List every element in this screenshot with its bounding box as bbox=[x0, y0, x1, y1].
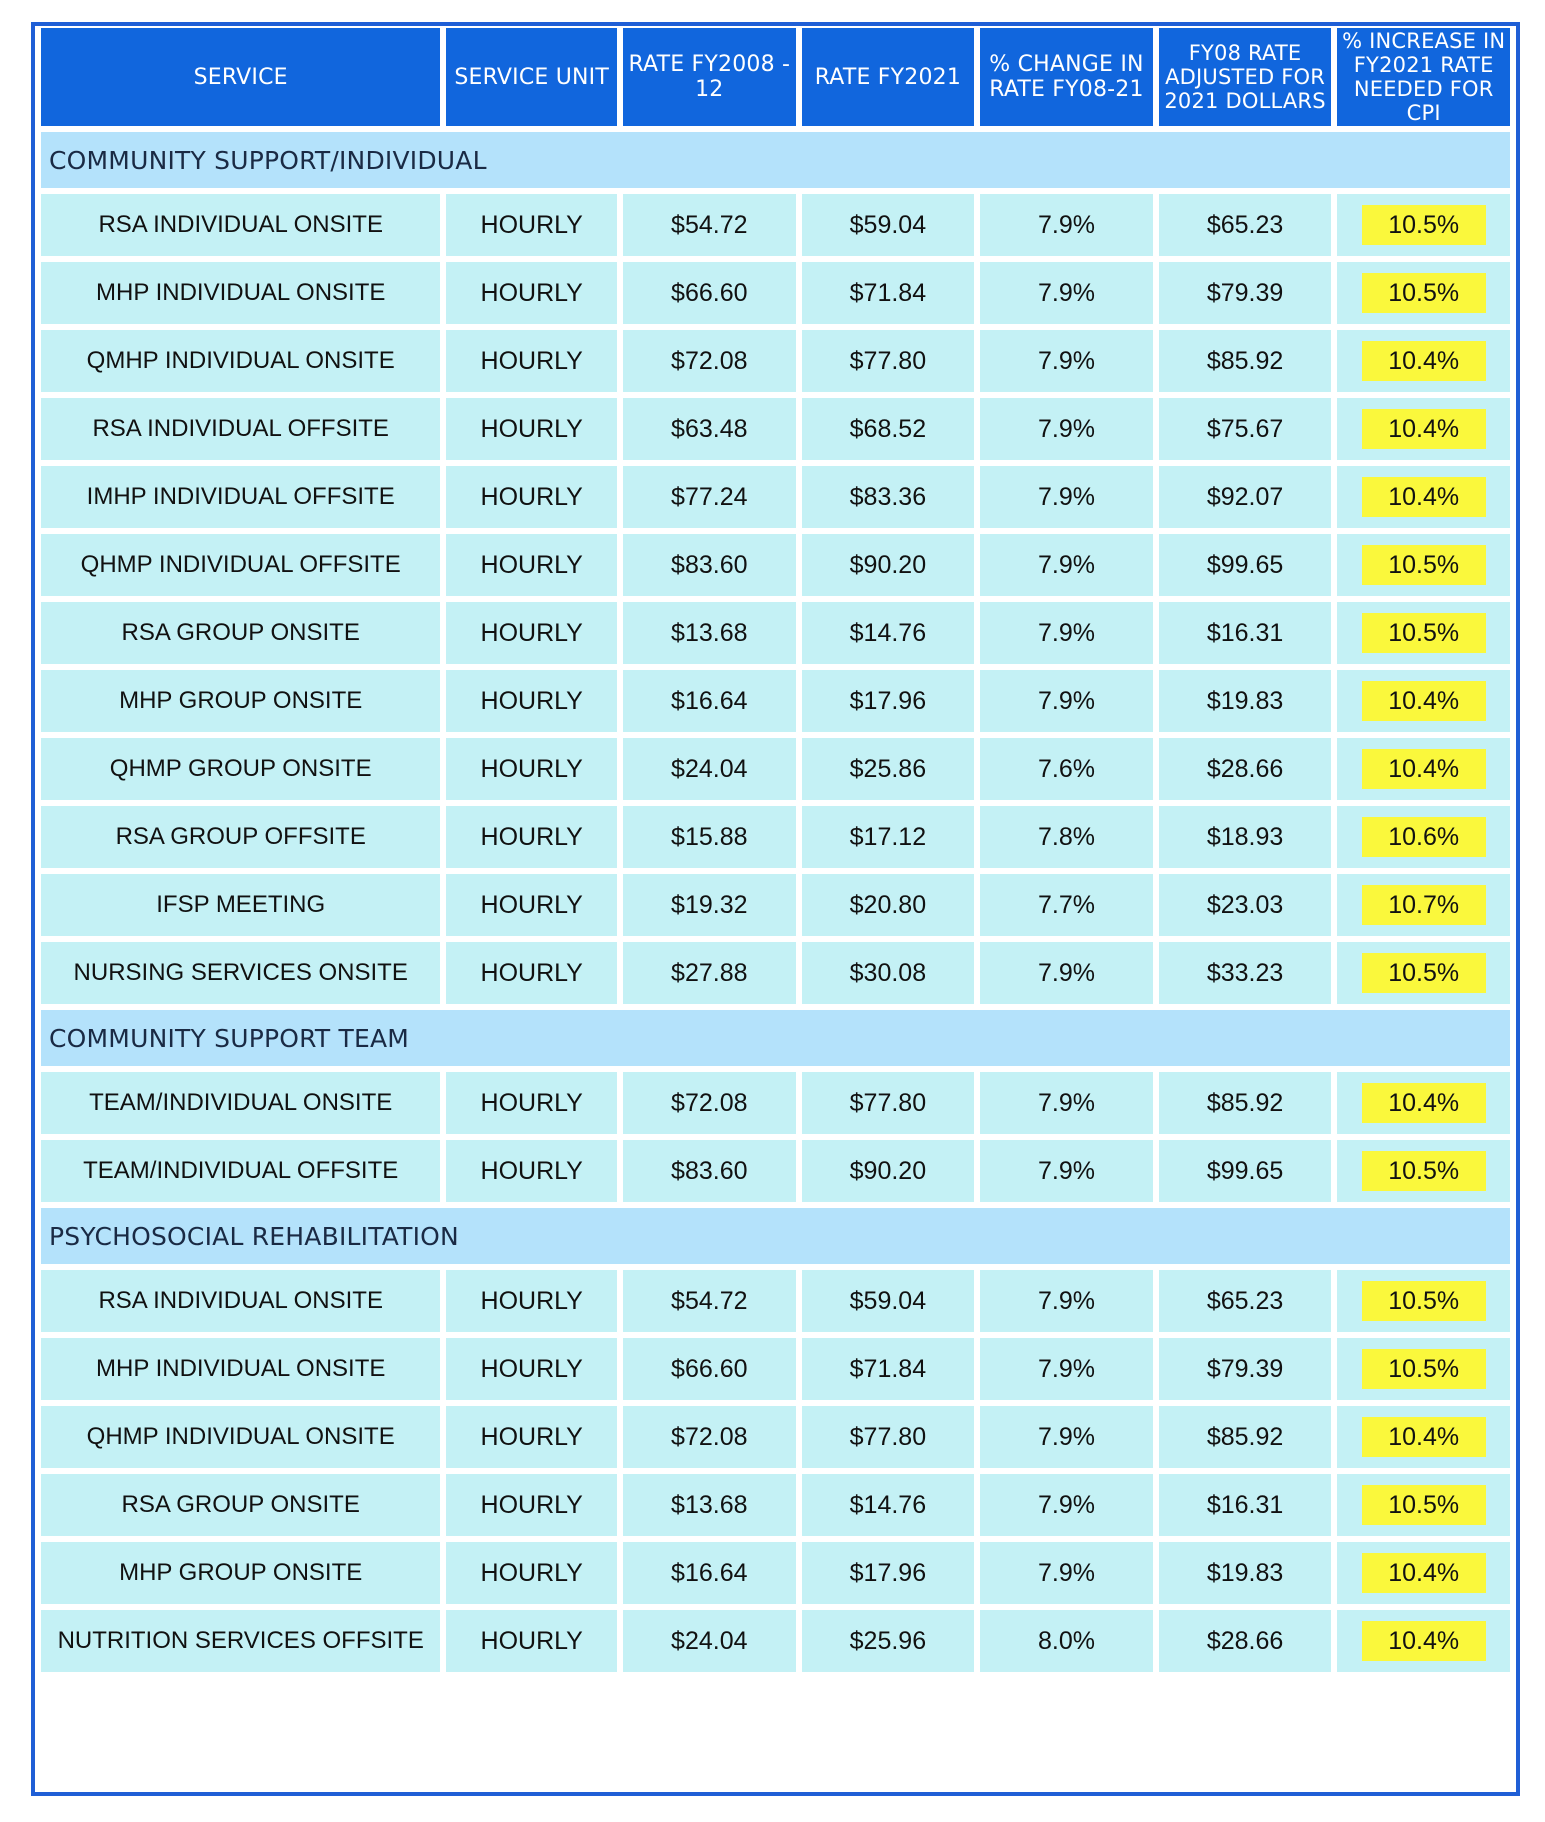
header-service: SERVICE bbox=[41, 28, 440, 126]
pct-increase-cell bbox=[1337, 738, 1510, 800]
service-unit-cell: HOURLY bbox=[446, 942, 617, 1004]
highlighted-pct-increase: 10.5% bbox=[1362, 953, 1486, 993]
service-unit-cell: HOURLY bbox=[446, 1542, 617, 1604]
rate-fy2021-cell: $17.12 bbox=[802, 806, 975, 868]
section-title: COMMUNITY SUPPORT TEAM bbox=[41, 1010, 1510, 1066]
pct-increase-cell bbox=[1337, 534, 1510, 596]
highlighted-pct-increase: 10.4% bbox=[1362, 681, 1486, 721]
service-unit-cell: HOURLY bbox=[446, 262, 617, 324]
service-unit-cell: HOURLY bbox=[446, 1270, 617, 1332]
pct-increase-cell bbox=[1337, 466, 1510, 528]
pct-change-cell: 7.9% bbox=[980, 1270, 1153, 1332]
highlighted-pct-increase: 10.5% bbox=[1362, 1281, 1486, 1321]
pct-change-cell: 7.9% bbox=[980, 942, 1153, 1004]
highlighted-pct-increase: 10.4% bbox=[1362, 409, 1486, 449]
service-unit-cell: HOURLY bbox=[446, 1474, 617, 1536]
rate-fy2021-cell: $77.80 bbox=[802, 1406, 975, 1468]
pct-increase-cell bbox=[1337, 1406, 1510, 1468]
adjusted-rate-cell: $19.83 bbox=[1159, 670, 1332, 732]
pct-change-cell: 7.6% bbox=[980, 738, 1153, 800]
rate-fy2008-cell: $16.64 bbox=[623, 670, 796, 732]
rate-fy2008-cell: $13.68 bbox=[623, 1474, 796, 1536]
highlighted-pct-increase: 10.4% bbox=[1362, 341, 1486, 381]
pct-increase-cell bbox=[1337, 1140, 1510, 1202]
adjusted-rate-cell: $79.39 bbox=[1159, 1338, 1332, 1400]
pct-increase-cell bbox=[1337, 874, 1510, 936]
rate-fy2008-cell: $19.32 bbox=[623, 874, 796, 936]
adjusted-rate-cell: $79.39 bbox=[1159, 262, 1332, 324]
table-row bbox=[41, 1338, 1510, 1400]
pct-change-cell: 7.9% bbox=[980, 194, 1153, 256]
service-unit-cell: HOURLY bbox=[446, 1610, 617, 1672]
section-header-row bbox=[41, 1208, 1510, 1264]
table-row bbox=[41, 330, 1510, 392]
rate-fy2021-cell: $71.84 bbox=[802, 262, 975, 324]
highlighted-pct-increase: 10.4% bbox=[1362, 477, 1486, 517]
adjusted-rate-cell: $33.23 bbox=[1159, 942, 1332, 1004]
service-unit-cell: HOURLY bbox=[446, 194, 617, 256]
pct-change-cell: 7.9% bbox=[980, 1338, 1153, 1400]
rate-fy2008-cell: $27.88 bbox=[623, 942, 796, 1004]
service-unit-cell: HOURLY bbox=[446, 1140, 617, 1202]
highlighted-pct-increase: 10.6% bbox=[1362, 817, 1486, 857]
highlighted-pct-increase: 10.5% bbox=[1362, 205, 1486, 245]
pct-increase-cell bbox=[1337, 330, 1510, 392]
pct-increase-cell bbox=[1337, 1270, 1510, 1332]
pct-change-cell: 7.9% bbox=[980, 602, 1153, 664]
rate-fy2021-cell: $17.96 bbox=[802, 670, 975, 732]
adjusted-rate-cell: $19.83 bbox=[1159, 1542, 1332, 1604]
pct-change-cell: 7.9% bbox=[980, 1072, 1153, 1134]
pct-increase-cell bbox=[1337, 1610, 1510, 1672]
pct-change-cell: 7.9% bbox=[980, 1474, 1153, 1536]
service-unit-cell: HOURLY bbox=[446, 330, 617, 392]
service-cell: QMHP INDIVIDUAL ONSITE bbox=[41, 330, 440, 392]
highlighted-pct-increase: 10.4% bbox=[1362, 1621, 1486, 1661]
rate-fy2021-cell: $14.76 bbox=[802, 1474, 975, 1536]
service-unit-cell: HOURLY bbox=[446, 398, 617, 460]
pct-increase-cell bbox=[1337, 1542, 1510, 1604]
table-row bbox=[41, 194, 1510, 256]
pct-increase-cell bbox=[1337, 942, 1510, 1004]
table-row bbox=[41, 1270, 1510, 1332]
adjusted-rate-cell: $85.92 bbox=[1159, 1072, 1332, 1134]
table-row bbox=[41, 534, 1510, 596]
adjusted-rate-cell: $28.66 bbox=[1159, 738, 1332, 800]
service-cell: RSA INDIVIDUAL ONSITE bbox=[41, 1270, 440, 1332]
pct-change-cell: 7.9% bbox=[980, 1406, 1153, 1468]
header-fy08-adjusted: FY08 RATE ADJUSTED FOR 2021 DOLLARS bbox=[1159, 28, 1332, 126]
service-cell: RSA INDIVIDUAL OFFSITE bbox=[41, 398, 440, 460]
service-cell: IFSP MEETING bbox=[41, 874, 440, 936]
pct-increase-cell bbox=[1337, 398, 1510, 460]
pct-increase-cell bbox=[1337, 1072, 1510, 1134]
table-row bbox=[41, 942, 1510, 1004]
rate-fy2021-cell: $68.52 bbox=[802, 398, 975, 460]
rate-fy2008-cell: $54.72 bbox=[623, 194, 796, 256]
header-row bbox=[41, 28, 1510, 126]
pct-change-cell: 7.8% bbox=[980, 806, 1153, 868]
rate-fy2021-cell: $59.04 bbox=[802, 1270, 975, 1332]
service-cell: QHMP INDIVIDUAL OFFSITE bbox=[41, 534, 440, 596]
rate-fy2008-cell: $83.60 bbox=[623, 1140, 796, 1202]
service-unit-cell: HOURLY bbox=[446, 1338, 617, 1400]
highlighted-pct-increase: 10.5% bbox=[1362, 1151, 1486, 1191]
table-row bbox=[41, 1474, 1510, 1536]
highlighted-pct-increase: 10.5% bbox=[1362, 545, 1486, 585]
pct-increase-cell bbox=[1337, 1338, 1510, 1400]
rate-fy2021-cell: $17.96 bbox=[802, 1542, 975, 1604]
pct-change-cell: 7.9% bbox=[980, 262, 1153, 324]
rate-fy2021-cell: $77.80 bbox=[802, 330, 975, 392]
section-title: PSYCHOSOCIAL REHABILITATION bbox=[41, 1208, 1510, 1264]
pct-increase-cell bbox=[1337, 1474, 1510, 1536]
header-pct-increase-needed: % INCREASE IN FY2021 RATE NEEDED FOR CPI bbox=[1337, 28, 1510, 126]
service-unit-cell: HOURLY bbox=[446, 874, 617, 936]
rate-fy2008-cell: $66.60 bbox=[623, 1338, 796, 1400]
rate-fy2021-cell: $59.04 bbox=[802, 194, 975, 256]
table-row bbox=[41, 1406, 1510, 1468]
table-row bbox=[41, 1610, 1510, 1672]
table-row bbox=[41, 1072, 1510, 1134]
adjusted-rate-cell: $16.31 bbox=[1159, 1474, 1332, 1536]
adjusted-rate-cell: $28.66 bbox=[1159, 1610, 1332, 1672]
rate-fy2021-cell: $14.76 bbox=[802, 602, 975, 664]
rate-fy2021-cell: $90.20 bbox=[802, 534, 975, 596]
rate-fy2021-cell: $25.96 bbox=[802, 1610, 975, 1672]
header-rate-fy2008-12: RATE FY2008 - 12 bbox=[623, 28, 796, 126]
rate-fy2021-cell: $71.84 bbox=[802, 1338, 975, 1400]
rate-table bbox=[35, 22, 1516, 1678]
header-pct-change: % CHANGE IN RATE FY08-21 bbox=[980, 28, 1153, 126]
rate-fy2021-cell: $30.08 bbox=[802, 942, 975, 1004]
rate-fy2008-cell: $66.60 bbox=[623, 262, 796, 324]
pct-change-cell: 7.9% bbox=[980, 398, 1153, 460]
highlighted-pct-increase: 10.5% bbox=[1362, 1349, 1486, 1389]
pct-change-cell: 7.9% bbox=[980, 1140, 1153, 1202]
highlighted-pct-increase: 10.5% bbox=[1362, 1485, 1486, 1525]
service-cell: RSA GROUP ONSITE bbox=[41, 602, 440, 664]
pct-change-cell: 7.7% bbox=[980, 874, 1153, 936]
adjusted-rate-cell: $16.31 bbox=[1159, 602, 1332, 664]
adjusted-rate-cell: $99.65 bbox=[1159, 534, 1332, 596]
table-row bbox=[41, 398, 1510, 460]
pct-change-cell: 7.9% bbox=[980, 1542, 1153, 1604]
rate-fy2008-cell: $72.08 bbox=[623, 330, 796, 392]
rate-fy2008-cell: $72.08 bbox=[623, 1072, 796, 1134]
service-cell: MHP INDIVIDUAL ONSITE bbox=[41, 1338, 440, 1400]
service-cell: MHP GROUP ONSITE bbox=[41, 1542, 440, 1604]
rate-fy2008-cell: $63.48 bbox=[623, 398, 796, 460]
service-cell: NURSING SERVICES ONSITE bbox=[41, 942, 440, 1004]
pct-change-cell: 8.0% bbox=[980, 1610, 1153, 1672]
adjusted-rate-cell: $85.92 bbox=[1159, 1406, 1332, 1468]
service-unit-cell: HOURLY bbox=[446, 466, 617, 528]
pct-increase-cell bbox=[1337, 670, 1510, 732]
service-unit-cell: HOURLY bbox=[446, 806, 617, 868]
table-row bbox=[41, 466, 1510, 528]
adjusted-rate-cell: $65.23 bbox=[1159, 194, 1332, 256]
highlighted-pct-increase: 10.4% bbox=[1362, 1553, 1486, 1593]
rate-fy2008-cell: $72.08 bbox=[623, 1406, 796, 1468]
highlighted-pct-increase: 10.5% bbox=[1362, 613, 1486, 653]
table-body bbox=[41, 132, 1510, 1672]
pct-increase-cell bbox=[1337, 602, 1510, 664]
header-service-unit: SERVICE UNIT bbox=[446, 28, 617, 126]
service-cell: RSA GROUP ONSITE bbox=[41, 1474, 440, 1536]
adjusted-rate-cell: $18.93 bbox=[1159, 806, 1332, 868]
table-row bbox=[41, 262, 1510, 324]
pct-change-cell: 7.9% bbox=[980, 670, 1153, 732]
service-cell: RSA INDIVIDUAL ONSITE bbox=[41, 194, 440, 256]
pct-change-cell: 7.9% bbox=[980, 534, 1153, 596]
service-cell: TEAM/INDIVIDUAL OFFSITE bbox=[41, 1140, 440, 1202]
section-title: COMMUNITY SUPPORT/INDIVIDUAL bbox=[41, 132, 1510, 188]
service-unit-cell: HOURLY bbox=[446, 670, 617, 732]
rate-fy2008-cell: $16.64 bbox=[623, 1542, 796, 1604]
table-row bbox=[41, 1542, 1510, 1604]
rate-fy2021-cell: $83.36 bbox=[802, 466, 975, 528]
adjusted-rate-cell: $65.23 bbox=[1159, 1270, 1332, 1332]
rate-fy2008-cell: $24.04 bbox=[623, 738, 796, 800]
service-unit-cell: HOURLY bbox=[446, 1406, 617, 1468]
rate-fy2021-cell: $90.20 bbox=[802, 1140, 975, 1202]
pct-change-cell: 7.9% bbox=[980, 466, 1153, 528]
highlighted-pct-increase: 10.4% bbox=[1362, 1417, 1486, 1457]
service-cell: NUTRITION SERVICES OFFSITE bbox=[41, 1610, 440, 1672]
service-unit-cell: HOURLY bbox=[446, 738, 617, 800]
pct-change-cell: 7.9% bbox=[980, 330, 1153, 392]
highlighted-pct-increase: 10.4% bbox=[1362, 749, 1486, 789]
service-cell: QHMP GROUP ONSITE bbox=[41, 738, 440, 800]
section-header-row bbox=[41, 132, 1510, 188]
rate-fy2008-cell: $24.04 bbox=[623, 1610, 796, 1672]
service-unit-cell: HOURLY bbox=[446, 1072, 617, 1134]
service-cell: IMHP INDIVIDUAL OFFSITE bbox=[41, 466, 440, 528]
service-cell: MHP INDIVIDUAL ONSITE bbox=[41, 262, 440, 324]
service-cell: QHMP INDIVIDUAL ONSITE bbox=[41, 1406, 440, 1468]
highlighted-pct-increase: 10.5% bbox=[1362, 273, 1486, 313]
rate-fy2021-cell: $77.80 bbox=[802, 1072, 975, 1134]
rate-fy2021-cell: $20.80 bbox=[802, 874, 975, 936]
adjusted-rate-cell: $85.92 bbox=[1159, 330, 1332, 392]
service-cell: RSA GROUP OFFSITE bbox=[41, 806, 440, 868]
service-unit-cell: HOURLY bbox=[446, 534, 617, 596]
rate-fy2008-cell: $83.60 bbox=[623, 534, 796, 596]
service-cell: TEAM/INDIVIDUAL ONSITE bbox=[41, 1072, 440, 1134]
rate-fy2008-cell: $54.72 bbox=[623, 1270, 796, 1332]
table-row bbox=[41, 1140, 1510, 1202]
table-row bbox=[41, 738, 1510, 800]
pct-increase-cell bbox=[1337, 194, 1510, 256]
highlighted-pct-increase: 10.7% bbox=[1362, 885, 1486, 925]
pct-increase-cell bbox=[1337, 262, 1510, 324]
table-row bbox=[41, 670, 1510, 732]
adjusted-rate-cell: $23.03 bbox=[1159, 874, 1332, 936]
rate-fy2008-cell: $15.88 bbox=[623, 806, 796, 868]
adjusted-rate-cell: $75.67 bbox=[1159, 398, 1332, 460]
table-row bbox=[41, 874, 1510, 936]
table-row bbox=[41, 602, 1510, 664]
pct-increase-cell bbox=[1337, 806, 1510, 868]
rate-fy2008-cell: $13.68 bbox=[623, 602, 796, 664]
service-unit-cell: HOURLY bbox=[446, 602, 617, 664]
service-cell: MHP GROUP ONSITE bbox=[41, 670, 440, 732]
adjusted-rate-cell: $92.07 bbox=[1159, 466, 1332, 528]
rate-table-frame bbox=[31, 22, 1520, 1796]
rate-fy2008-cell: $77.24 bbox=[623, 466, 796, 528]
adjusted-rate-cell: $99.65 bbox=[1159, 1140, 1332, 1202]
table-row bbox=[41, 806, 1510, 868]
section-header-row bbox=[41, 1010, 1510, 1066]
highlighted-pct-increase: 10.4% bbox=[1362, 1083, 1486, 1123]
header-rate-fy2021: RATE FY2021 bbox=[802, 28, 975, 126]
rate-fy2021-cell: $25.86 bbox=[802, 738, 975, 800]
